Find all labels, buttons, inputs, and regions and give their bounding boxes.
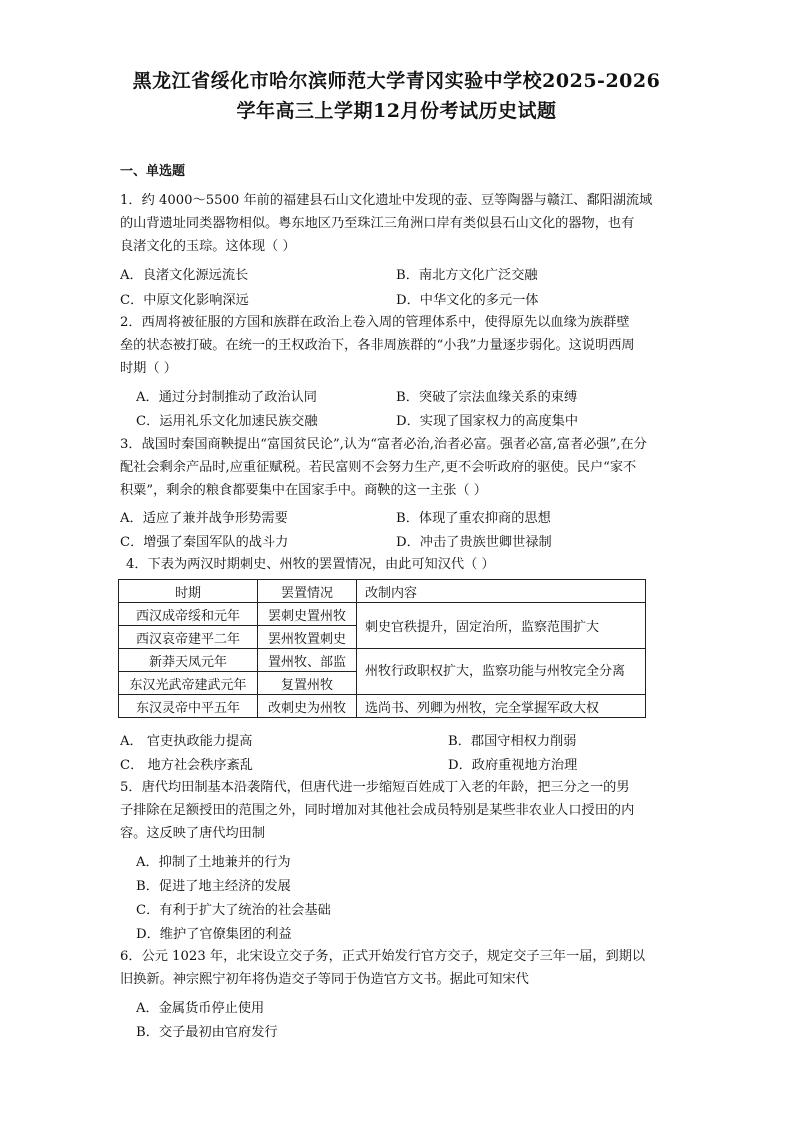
table-row [119,603,646,626]
q5-option-b[interactable]: B．促进了地主经济的发展 [136,879,291,894]
q1-option-c[interactable]: C．中原文化影响深远 [120,293,249,308]
table-cell: 罢州牧置刺史 [258,626,357,649]
q3-stem-line: 3．战国时秦国商鞅提出“富国贫民论”,认为“富者必治,治者必富。强者必富,富者必强”,在分 [120,437,647,452]
q6-option-b[interactable]: B．交子最初由官府发行 [136,1025,278,1040]
q5-stem-line: 5．唐代均田制基本沿袭隋代，但唐代进一步缩短百姓成丁入老的年龄，把三分之一的男 [120,780,630,795]
q2-option-b[interactable]: B．突破了宗法血缘关系的束缚 [396,390,578,405]
table-header-cell: 改制内容 [357,580,646,603]
table-cell: 州牧行政职权扩大，监察功能与州牧完全分离 [357,649,646,695]
q3-option-b[interactable]: B．体现了重农抑商的思想 [396,511,551,526]
q5-option-a[interactable]: A．抑制了土地兼并的行为 [136,855,291,870]
q3-option-a[interactable]: A．适应了兼并战争形势需要 [120,511,288,526]
table-cell: 刺史官秩提升，固定治所，监察范围扩大 [357,603,646,649]
table-cell: 罢刺史置州牧 [258,603,357,626]
table-cell: 东汉光武帝建武元年 [119,672,258,695]
table-cell: 东汉灵帝中平五年 [119,695,258,718]
q2-stem-line: 垒的状态被打破。在统一的王权政治下，各非周族群的“小我”力量逐步弱化。这说明西周 [120,338,635,353]
q2-option-c[interactable]: C．运用礼乐文化加速民族交融 [136,414,318,429]
q6-stem-line: 6．公元 1023 年，北宋设立交子务，正式开始发行官方交子，规定交子三年一届，到期以 [120,949,646,964]
table-cell: 西汉哀帝建平二年 [119,626,258,649]
table-cell: 西汉成帝绥和元年 [119,603,258,626]
q5-option-c[interactable]: C．有利于扩大了统治的社会基础 [136,903,331,918]
q3-stem-line: 积粟”，剩余的粮食都要集中在国家手中。商鞅的这一主张（ ） [120,483,487,498]
q5-stem-line: 子排除在足额授田的范围之外，同时增加对其他社会成员特别是某些非农业人口授田的内 [120,803,635,818]
q4-table [118,579,646,718]
q1-stem-line: 1．约 4000～5500 年前的福建县石山文化遗址中发现的壶、豆等陶器与赣江、鄱阳湖流域 [120,193,653,208]
q2-option-d[interactable]: D．实现了国家权力的高度集中 [396,414,579,429]
q4-stem: 4．下表为两汉时期刺史、州牧的罢置情况，由此可知汉代（ ） [126,557,495,572]
q3-option-c[interactable]: C．增强了秦国军队的战斗力 [120,535,289,550]
section-heading: 一、单选题 [120,164,186,179]
table-row [119,649,646,672]
q2-stem-line: 2．西周将被征服的方国和族群在政治上卷入周的管理体系中，使得原先以血缘为族群壁 [120,315,630,330]
q4-option-b[interactable]: B．郡国守相权力削弱 [448,734,577,749]
q4-option-a[interactable]: A． 官吏执政能力提高 [120,734,253,749]
q5-stem-line: 容。这反映了唐代均田制 [120,826,266,841]
q1-stem-line: 良渚文化的玉琮。这体现（ ） [120,239,296,254]
q5-option-d[interactable]: D．维护了官僚集团的利益 [136,927,292,942]
q6-option-a[interactable]: A．金属货币停止使用 [136,1001,265,1016]
q3-stem-line: 配社会剩余产品时,应重征赋税。若民富则不会努力生产,更不会听政府的驱使。民户“家不 [120,460,637,475]
q1-option-d[interactable]: D．中华文化的多元一体 [396,293,539,308]
table-cell: 复置州牧 [258,672,357,695]
q4-option-d[interactable]: D．政府重视地方治理 [448,758,578,773]
exam-title-line2: 学年高三上学期12月份考试历史试题 [236,100,557,122]
table-cell: 选尚书、列卿为州牧，完全掌握军政大权 [357,695,646,718]
exam-title-line1: 黑龙江省绥化市哈尔滨师范大学青冈实验中学校2025-2026 [132,70,661,92]
q1-option-b[interactable]: B．南北方文化广泛交融 [396,268,538,283]
q2-stem-line: 时期（ ） [120,361,177,376]
q6-stem-line: 旧换新。神宗熙宁初年将伪造交子等同于伪造官方文书。据此可知宋代 [120,972,529,987]
table-cell: 新莽天凤元年 [119,649,258,672]
q1-stem-line: 的山背遗址同类器物相似。粤东地区乃至珠江三角洲口岸有类似县石山文化的器物，也有 [120,216,635,231]
q1-option-a[interactable]: A．良渚文化源远流长 [120,268,249,283]
q2-option-a[interactable]: A．通过分封制推动了政治认同 [136,390,317,405]
q4-option-c[interactable]: C． 地方社会秩序紊乱 [120,758,253,773]
q3-option-d[interactable]: D．冲击了贵族世卿世禄制 [396,535,552,550]
table-header-cell: 时期 [119,580,258,603]
table-row [119,695,646,718]
table-cell: 置州牧、部监 [258,649,357,672]
table-header-cell: 罢置情况 [258,580,357,603]
table-cell: 改刺史为州牧 [258,695,357,718]
table-header-row [119,580,646,603]
